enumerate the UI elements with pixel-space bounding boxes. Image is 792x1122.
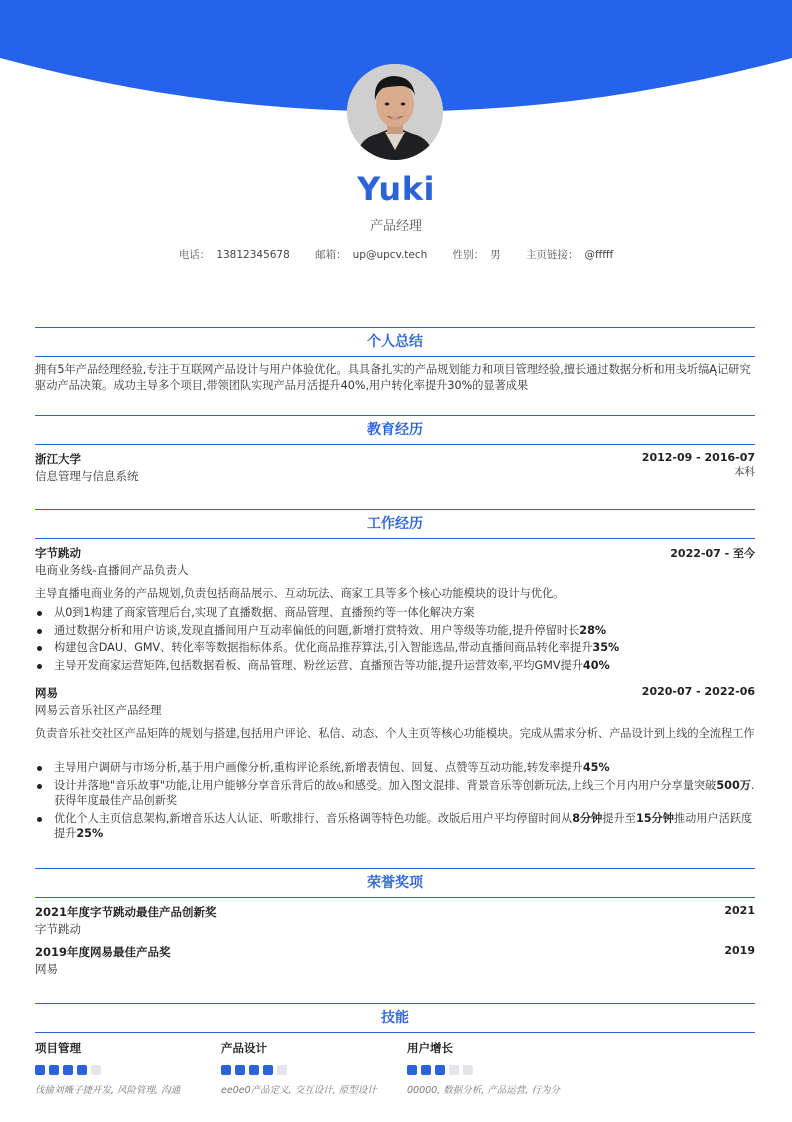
- achievement-item: 主导用户调研与市场分析,基于用户画像分析,重构评论系统,新增表情包、回复、点赞等互动功能,转发率提升45%: [35, 760, 755, 776]
- skill-level-dot: [449, 1065, 459, 1075]
- skill-product-design: [221, 1040, 401, 1096]
- education-entry: [35, 451, 755, 467]
- skill-level: [35, 1064, 105, 1074]
- job-company: 字节跳动: [35, 546, 81, 560]
- job-description: 负责音乐社交社区产品矩阵的规划与搭建,包括用户评论、私信、动态、个人主页等核心功能模块。完成从需求分析、产品设计到上线的全流程工作: [35, 727, 755, 740]
- contact-homepage-label: 主页链接：: [526, 249, 579, 261]
- contact-homepage-value: @fffff: [584, 249, 614, 261]
- education-major: 信息管理与信息系统: [35, 469, 139, 483]
- contact-homepage: [526, 247, 613, 262]
- skills-heading: 技能: [35, 1003, 755, 1033]
- job-role: 电商业务线-直播间产品负责人: [35, 563, 189, 577]
- contact-gender-value: 男: [490, 249, 501, 261]
- skill-level-dot: [91, 1065, 101, 1075]
- job-period: 2020-07 - 2022-06: [641, 685, 755, 698]
- skill-level: [407, 1064, 477, 1074]
- achievement-item: 主导开发商家运营矩阵,包括数据看板、商品管理、粉丝运营、直播预告等功能,提升运营效率,平均GMV提升40%: [35, 658, 755, 674]
- job-title: 产品经理: [369, 219, 422, 234]
- awards-heading: 荣誉奖项: [35, 868, 755, 898]
- candidate-name: Yuki: [357, 170, 435, 208]
- skill-level-dot: [221, 1065, 231, 1075]
- skill-level-dot: [49, 1065, 59, 1075]
- contact-phone-label: 电话：: [178, 249, 211, 261]
- skill-level-dot: [249, 1065, 259, 1075]
- award-entry-2: [35, 944, 755, 960]
- contact-phone-value: 13812345678: [216, 249, 290, 261]
- skill-level-dot: [77, 1065, 87, 1075]
- skill-keywords: ee0e0产品定义, 交互设计, 原型设计: [221, 1085, 377, 1096]
- skill-level-dot: [435, 1065, 445, 1075]
- achievement-item: 从0到1构建了商家管理后台,实现了直播数据、商品管理、直播预约等一体化解决方案: [35, 605, 755, 621]
- award-year: 2019: [724, 944, 755, 957]
- education-school: 浙江大学: [35, 452, 81, 466]
- contact-gender-label: 性别：: [452, 249, 485, 261]
- skill-level-dot: [407, 1065, 417, 1075]
- skill-level-dot: [463, 1065, 473, 1075]
- education-degree: 本科: [734, 466, 755, 478]
- contact-email-label: 邮箱：: [315, 249, 347, 261]
- achievement-item: 设计并落地"音乐故事"功能,让用户能够分享音乐背后的故৬和感受。加入图文混排、背景音乐等创新玩法,上线三个月内用户分享量突破500万.获得年度最佳产品创新奖: [35, 778, 755, 809]
- achievement-item: 构建包含DAU、GMV、转化率等数据指标体系。优化商品推荐算法,引入智能选品,带动直播间商品转化率提升35%: [35, 640, 755, 656]
- job-entry-2: [35, 685, 755, 701]
- avatar: [347, 64, 443, 160]
- contact-phone: [179, 247, 290, 262]
- job-description: 主导直播电商业务的产品规划,负责包括商品展示、互动玩法、商家工具等多个核心功能模块的设计与优化。: [35, 587, 565, 600]
- job-period: 2022-07 - 至今: [670, 547, 755, 560]
- award-org: 网易: [35, 962, 58, 976]
- summary-text: 拥有5年产品经理经验,专注于互联网产品设计与用户体验优化。具具备扎实的产品规划能力和项目管理经验,擅长通过数据分析和用戋圻缟Ą记研究驱动产品决策。成功主导多个项目,带领团队实现产品月活提升40%,用户转化率提升30%的显著成果: [35, 363, 751, 392]
- education-heading: 教育经历: [35, 415, 755, 445]
- skill-user-growth: [407, 1040, 587, 1096]
- contact-gender: [453, 247, 501, 262]
- summary-heading: 个人总结: [35, 327, 755, 357]
- skill-keywords: 伐揄刘熾子捷开发, 风险管理, 沟通: [35, 1085, 181, 1096]
- skill-level-dot: [277, 1065, 287, 1075]
- job-role: 网易云音乐社区产品经理: [35, 703, 162, 717]
- job-entry-1: [35, 545, 755, 561]
- skill-level-dot: [421, 1065, 431, 1075]
- job-achievements-2: [35, 760, 755, 844]
- achievement-item: 通过数据分析和用户访谈,发现直播间用户互动率偏低的问题,新增打赏特效、用户等级等功能,提升停留时长28%: [35, 623, 755, 639]
- award-org: 字节跳动: [35, 922, 81, 936]
- skill-level-dot: [35, 1065, 45, 1075]
- job-achievements-1: [35, 605, 755, 675]
- skill-name: 项目管理: [35, 1041, 81, 1055]
- skill-level-dot: [63, 1065, 73, 1075]
- contact-info: [0, 247, 792, 262]
- award-name: 2019年度网易最佳产品奖: [35, 945, 171, 959]
- work-heading: 工作经历: [35, 509, 755, 539]
- award-entry-1: [35, 904, 755, 920]
- award-year: 2021: [724, 904, 755, 917]
- skill-name: 产品设计: [221, 1041, 267, 1055]
- achievement-item: 优化个人主页信息架构,新增音乐达人认证、听歌排行、音乐格调等特色功能。改版后用户平均停留时间从8分钟提升至15分钟推动用户活跃度提升25%: [35, 811, 755, 842]
- skill-level-dot: [235, 1065, 245, 1075]
- award-name: 2021年度字节跳动最佳产品创新奖: [35, 905, 217, 919]
- education-period: 2012-09 - 2016-07: [641, 451, 755, 464]
- contact-email-value: up@upcv.tech: [352, 249, 428, 261]
- skill-name: 用户增长: [407, 1041, 453, 1055]
- job-company: 网易: [35, 686, 58, 700]
- skill-keywords: 00000, 数据分析, 产品运营, 行为分: [407, 1085, 560, 1096]
- contact-email: [315, 247, 427, 262]
- skill-level-dot: [263, 1065, 273, 1075]
- skill-project-management: [35, 1040, 215, 1096]
- skill-level: [221, 1064, 291, 1074]
